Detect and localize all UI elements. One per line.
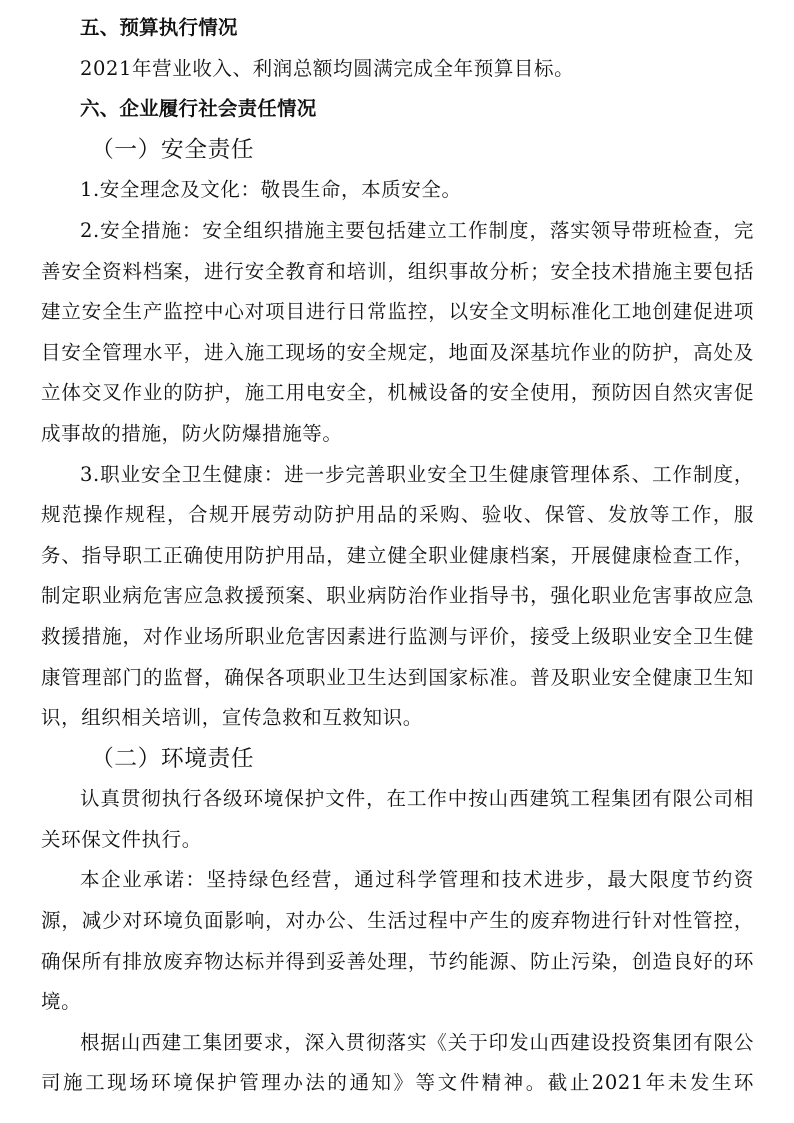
section-heading-social-responsibility: 六、企业履行社会责任情况 (80, 97, 317, 121)
subsection-heading-environment: （二）环境责任 (91, 745, 255, 772)
safety-item-1: 1.安全理念及文化：敬畏生命，本质安全。 (80, 178, 462, 202)
environment-paragraph-2: 本企业承诺：坚持绿色经营，通过科学管理和技术进步，最大限度节约资源，减少对环境负面影响，对办公、生活过程中产生的废弃物进行针对性管控，确保所有排放废弃物达标并得到妥善处理，节约能源、防止污染，创造良好的环境。 (41, 868, 754, 1014)
subsection-heading-safety: （一）安全责任 (91, 136, 255, 163)
safety-item-3: 3.职业安全卫生健康：进一步完善职业安全卫生健康管理体系、工作制度，规范操作规程，合规开展劳动防护用品的采购、验收、保管、发放等工作，服务、指导职工正确使用防护用品，建立健全职业健康档案，开展健康检查工作，制定职业病危害应急救援预案、职业病防治作业指导书，强化职业危害事故应急救援措施，对作业场所职业危害因素进行监测与评价，接受上级职业安全卫生健康管理部门的监督，确保各项职业卫生达到国家标准。普及职业安全健康卫生知识，组织相关培训，宣传急救和互救知识。 (41, 462, 754, 730)
section-heading-budget: 五、预算执行情况 (80, 16, 238, 39)
safety-item-2: 2.安全措施：安全组织措施主要包括建立工作制度，落实领导带班检查，完善安全资料档案，进行安全教育和培训，组织事故分析；安全技术措施主要包括建立安全生产监控中心对项目进行日常监控，以安全文明标准化工地创建促进项目安全管理水平，进入施工现场的安全规定，地面及深基坑作业的防护，高处及立体交叉作业的防护，施工用电安全，机械设备的安全使用，预防因自然灾害促成事故的措施，防火防爆措施等。 (41, 218, 754, 445)
budget-paragraph: 2021年营业收入、利润总额均圆满完成全年预算目标。 (80, 56, 575, 80)
environment-paragraph-3: 根据山西建工集团要求，深入贯彻落实《关于印发山西建设投资集团有限公司施工现场环境保护管理办法的通知》等文件精神。截止2021年未发生环 (41, 1030, 754, 1095)
environment-paragraph-1: 认真贯彻执行各级环境保护文件，在工作中按山西建筑工程集团有限公司相关环保文件执行。 (41, 787, 754, 851)
